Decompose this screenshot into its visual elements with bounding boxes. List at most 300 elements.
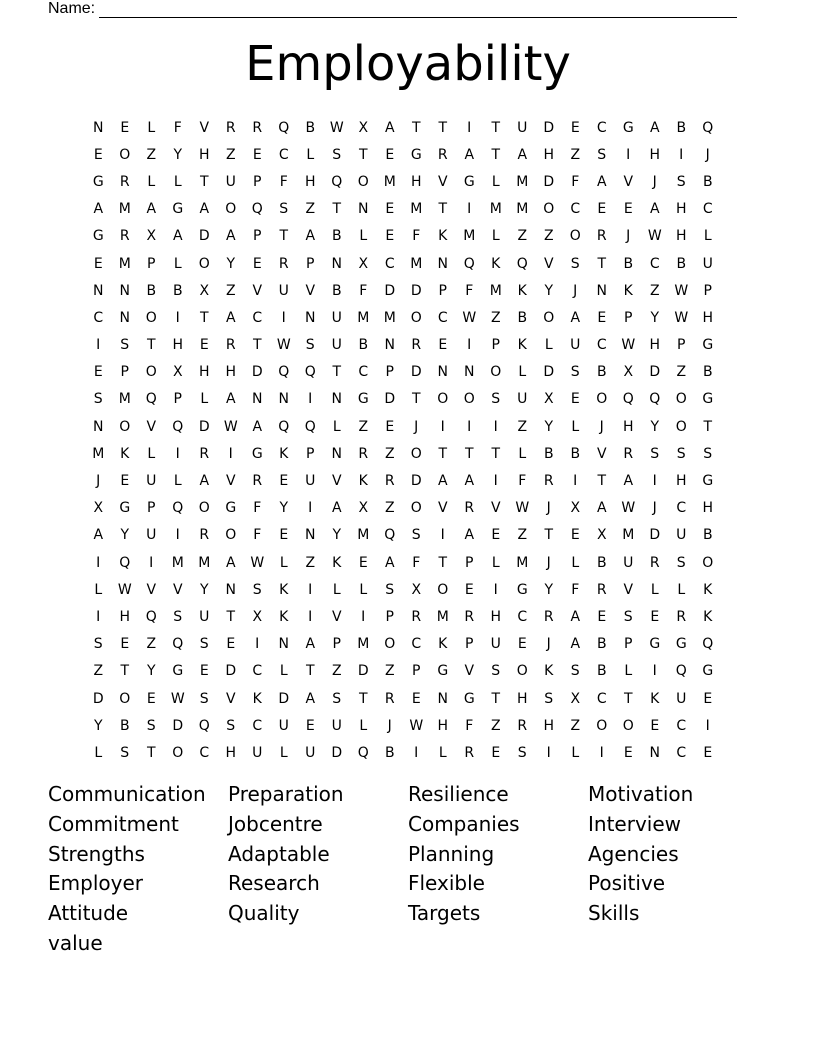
grid-letter: E — [623, 744, 633, 761]
grid-letter: M — [516, 554, 529, 571]
grid-letter: O — [172, 744, 184, 761]
grid-letter: O — [702, 554, 714, 571]
grid-letter: N — [119, 309, 130, 326]
grid-letter: O — [543, 201, 555, 218]
grid-letter: O — [410, 500, 422, 517]
grid-letter: P — [147, 255, 156, 272]
grid-letter: M — [516, 173, 529, 190]
grid-letter: A — [570, 608, 581, 625]
grid-letter: K — [279, 445, 289, 462]
grid-letter: S — [332, 690, 342, 707]
grid-letter: J — [652, 173, 657, 190]
grid-letter: O — [675, 418, 687, 435]
grid-letter: S — [703, 445, 713, 462]
grid-letter: S — [491, 391, 501, 408]
grid-letter: D — [543, 364, 555, 381]
grid-letter: I — [493, 418, 498, 435]
grid-letter: O — [119, 690, 131, 707]
grid-letter: E — [199, 337, 209, 354]
grid-letter: B — [331, 282, 342, 299]
grid-letter: Y — [544, 581, 554, 598]
grid-letter: H — [675, 228, 687, 245]
grid-row — [85, 739, 721, 766]
grid-letter: T — [146, 337, 156, 354]
grid-letter: P — [703, 282, 712, 299]
grid-letter: J — [573, 282, 578, 299]
grid-letter: W — [117, 581, 132, 598]
grid-letter: Q — [172, 418, 184, 435]
word-bank-item: Planning — [408, 841, 495, 866]
grid-letter: H — [543, 717, 555, 734]
grid-letter: S — [570, 364, 580, 381]
word-bank-item: Quality — [228, 901, 300, 926]
grid-letter: C — [411, 636, 422, 653]
grid-letter: R — [384, 690, 395, 707]
grid-letter: M — [463, 228, 476, 245]
grid-letter: W — [647, 228, 662, 245]
grid-letter: A — [199, 201, 210, 218]
grid-letter: X — [252, 608, 263, 625]
word-bank-item: Attitude — [48, 901, 129, 926]
grid-letter: Z — [358, 418, 369, 435]
grid-letter: L — [491, 554, 500, 571]
word-bank-item: Motivation — [588, 782, 694, 806]
grid-letter: C — [596, 690, 607, 707]
grid-letter: N — [437, 690, 448, 707]
grid-letter: N — [331, 391, 342, 408]
grid-letter: R — [119, 173, 130, 190]
grid-letter: C — [702, 201, 713, 218]
grid-letter: Z — [490, 309, 501, 326]
grid-letter: P — [306, 445, 315, 462]
grid-letter: C — [596, 337, 607, 354]
grid-letter: C — [358, 364, 369, 381]
grid-letter: R — [596, 581, 607, 598]
grid-letter: W — [250, 554, 265, 571]
grid-letter: C — [93, 309, 104, 326]
grid-letter: Q — [278, 364, 290, 381]
grid-letter: N — [596, 282, 607, 299]
grid-letter: I — [573, 473, 578, 490]
grid-letter: R — [517, 717, 528, 734]
grid-letter: B — [596, 554, 607, 571]
grid-letter: B — [146, 282, 157, 299]
grid-letter: Q — [384, 527, 396, 544]
grid-letter: A — [570, 636, 581, 653]
grid-letter: H — [543, 146, 555, 163]
grid-letter: U — [331, 717, 342, 734]
grid-letter: H — [516, 690, 528, 707]
grid-letter: U — [146, 473, 157, 490]
grid-letter: U — [517, 391, 528, 408]
grid-letter: P — [624, 636, 633, 653]
grid-letter: Y — [650, 309, 660, 326]
grid-letter: D — [410, 282, 422, 299]
grid-letter: J — [546, 500, 551, 517]
grid-letter: X — [570, 500, 581, 517]
grid-letter: H — [304, 173, 316, 190]
grid-letter: H — [225, 364, 237, 381]
grid-letter: M — [118, 255, 131, 272]
grid-letter: R — [384, 473, 395, 490]
grid-letter: U — [252, 744, 263, 761]
grid-letter: B — [570, 445, 581, 462]
grid-letter: S — [199, 690, 209, 707]
grid-letter: G — [702, 473, 714, 490]
grid-letter: B — [358, 337, 369, 354]
grid-letter: E — [491, 527, 501, 544]
grid-letter: S — [517, 744, 527, 761]
grid-letter: D — [278, 690, 290, 707]
grid-letter: B — [702, 527, 713, 544]
grid-letter: L — [173, 173, 182, 190]
grid-letter: B — [517, 309, 528, 326]
grid-letter: D — [649, 364, 661, 381]
grid-letter: G — [463, 690, 475, 707]
grid-letter: D — [410, 473, 422, 490]
grid-letter: G — [675, 636, 687, 653]
grid-letter: W — [276, 337, 291, 354]
grid-row — [85, 168, 721, 195]
grid-letter: I — [493, 473, 498, 490]
grid-letter: N — [225, 581, 236, 598]
grid-letter: T — [146, 744, 156, 761]
grid-letter: E — [252, 255, 262, 272]
grid-letter: I — [175, 309, 180, 326]
grid-letter: V — [596, 445, 607, 462]
grid-letter: O — [463, 391, 475, 408]
grid-letter: K — [358, 473, 368, 490]
grid-letter: K — [517, 337, 527, 354]
grid-letter: S — [623, 608, 633, 625]
grid-letter: H — [437, 717, 449, 734]
grid-letter: R — [278, 255, 289, 272]
page-title: Employability — [245, 36, 571, 92]
grid-letter: Y — [544, 418, 554, 435]
word-bank-item: Skills — [588, 901, 640, 926]
grid-letter: V — [172, 581, 183, 598]
grid-letter: G — [251, 445, 263, 462]
grid-letter: A — [199, 473, 210, 490]
grid-letter: O — [119, 418, 131, 435]
grid-letter: A — [464, 146, 475, 163]
grid-letter: V — [623, 173, 634, 190]
grid-row — [85, 467, 721, 494]
grid-letter: O — [198, 255, 210, 272]
grid-letter: T — [597, 255, 607, 272]
grid-letter: Y — [120, 527, 130, 544]
grid-letter: Q — [304, 418, 316, 435]
grid-letter: S — [226, 717, 236, 734]
grid-letter: R — [119, 228, 130, 245]
grid-letter: L — [359, 717, 368, 734]
grid-letter: A — [93, 527, 104, 544]
grid-letter: K — [650, 690, 660, 707]
grid-letter: S — [650, 445, 660, 462]
grid-letter: T — [252, 337, 262, 354]
grid-letter: A — [305, 228, 316, 245]
grid-letter: K — [544, 663, 554, 680]
grid-letter: Z — [676, 364, 687, 381]
grid-letter: G — [410, 146, 422, 163]
grid-letter: Q — [357, 744, 369, 761]
grid-letter: M — [622, 527, 635, 544]
grid-letter: E — [305, 717, 315, 734]
name-label: Name: — [48, 0, 96, 17]
grid-letter: V — [490, 500, 501, 517]
grid-letter: C — [199, 744, 210, 761]
name-field[interactable] — [48, 0, 737, 18]
grid-letter: O — [410, 445, 422, 462]
grid-letter: C — [252, 717, 263, 734]
grid-letter: I — [149, 554, 154, 571]
grid-letter: P — [332, 636, 341, 653]
grid-letter: O — [145, 364, 157, 381]
grid-letter: M — [198, 554, 211, 571]
grid-letter: B — [623, 255, 634, 272]
grid-letter: A — [305, 636, 316, 653]
word-bank-item: Research — [228, 871, 320, 896]
grid-letter: E — [120, 473, 130, 490]
grid-letter: S — [332, 146, 342, 163]
grid-letter: Z — [570, 146, 581, 163]
grid-letter: Q — [675, 663, 687, 680]
grid-letter: J — [705, 146, 710, 163]
grid-letter: A — [464, 473, 475, 490]
grid-letter: M — [383, 173, 396, 190]
grid-letter: I — [705, 717, 710, 734]
grid-letter: O — [225, 527, 237, 544]
grid-letter: V — [623, 581, 634, 598]
grid-letter: D — [198, 228, 210, 245]
grid-letter: T — [491, 119, 501, 136]
grid-letter: D — [92, 690, 104, 707]
grid-letter: C — [676, 500, 687, 517]
grid-letter: G — [92, 228, 104, 245]
grid-letter: J — [546, 554, 551, 571]
grid-letter: Q — [145, 608, 157, 625]
grid-letter: I — [626, 146, 631, 163]
grid-letter: P — [385, 364, 394, 381]
word-bank-item: Jobcentre — [228, 811, 323, 836]
grid-letter: E — [597, 201, 607, 218]
grid-letter: T — [544, 527, 554, 544]
grid-letter: E — [385, 201, 395, 218]
grid-letter: K — [279, 581, 289, 598]
grid-letter: P — [465, 554, 474, 571]
grid-letter: Q — [463, 255, 475, 272]
grid-letter: X — [358, 500, 369, 517]
grid-letter: S — [491, 663, 501, 680]
grid-letter: C — [517, 608, 528, 625]
grid-letter: R — [464, 744, 475, 761]
grid-row — [85, 522, 721, 549]
grid-letter: S — [93, 391, 103, 408]
grid-letter: U — [199, 608, 210, 625]
grid-letter: S — [120, 337, 130, 354]
grid-letter: B — [119, 717, 130, 734]
grid-letter: E — [703, 744, 713, 761]
grid-letter: N — [252, 391, 263, 408]
grid-letter: E — [517, 636, 527, 653]
grid-letter: A — [596, 173, 607, 190]
grid-letter: U — [146, 527, 157, 544]
grid-letter: R — [437, 146, 448, 163]
grid-letter: E — [93, 255, 103, 272]
grid-letter: D — [384, 282, 396, 299]
grid-letter: O — [516, 663, 528, 680]
grid-letter: D — [410, 364, 422, 381]
grid-letter: Q — [331, 173, 343, 190]
grid-letter: K — [703, 608, 713, 625]
grid-letter: E — [199, 663, 209, 680]
grid-letter: I — [493, 581, 498, 598]
word-bank-item: Positive — [588, 871, 666, 896]
grid-letter: C — [676, 744, 687, 761]
grid-letter: J — [599, 418, 604, 435]
grid-letter: J — [387, 717, 392, 734]
grid-letter: I — [255, 636, 260, 653]
grid-letter: I — [175, 527, 180, 544]
grid-letter: O — [569, 228, 581, 245]
grid-letter: L — [200, 391, 209, 408]
grid-letter: X — [146, 228, 157, 245]
grid-letter: E — [597, 608, 607, 625]
word-bank-item: Communication — [48, 782, 206, 806]
grid-letter: L — [94, 744, 103, 761]
grid-letter: K — [703, 581, 713, 598]
grid-letter: N — [305, 309, 316, 326]
grid-letter: F — [279, 173, 288, 190]
grid-letter: T — [332, 201, 342, 218]
grid-letter: E — [411, 690, 421, 707]
grid-letter: I — [96, 554, 101, 571]
grid-row — [85, 332, 721, 359]
grid-letter: E — [597, 309, 607, 326]
grid-letter: I — [308, 500, 313, 517]
grid-letter: V — [437, 500, 448, 517]
grid-letter: X — [570, 690, 581, 707]
grid-letter: E — [93, 364, 103, 381]
grid-letter: A — [384, 554, 395, 571]
grid-letter: U — [331, 337, 342, 354]
grid-letter: M — [118, 391, 131, 408]
grid-letter: L — [677, 581, 686, 598]
grid-letter: R — [543, 473, 554, 490]
grid-letter: O — [437, 391, 449, 408]
grid-letter: A — [649, 119, 660, 136]
grid-letter: E — [252, 146, 262, 163]
grid-letter: D — [331, 744, 343, 761]
grid-letter: Z — [543, 228, 554, 245]
word-bank-item: Companies — [408, 811, 520, 836]
grid-letter: C — [437, 309, 448, 326]
grid-letter: I — [228, 445, 233, 462]
grid-row — [85, 603, 721, 630]
grid-row — [85, 549, 721, 576]
grid-letter: G — [172, 201, 184, 218]
grid-letter: Q — [119, 554, 131, 571]
grid-letter: E — [279, 473, 289, 490]
grid-letter: Z — [384, 663, 395, 680]
grid-letter: O — [225, 201, 237, 218]
grid-letter: H — [490, 608, 502, 625]
grid-letter: P — [438, 282, 447, 299]
grid-letter: T — [438, 445, 448, 462]
grid-letter: B — [702, 173, 713, 190]
grid-letter: M — [357, 527, 370, 544]
grid-letter: C — [676, 717, 687, 734]
grid-letter: C — [649, 255, 660, 272]
grid-letter: V — [146, 418, 157, 435]
grid-letter: F — [571, 581, 580, 598]
grid-letter: V — [331, 473, 342, 490]
grid-letter: A — [437, 473, 448, 490]
grid-letter: Y — [173, 146, 183, 163]
grid-letter: I — [361, 608, 366, 625]
grid-row — [85, 658, 721, 685]
grid-letter: F — [253, 500, 262, 517]
grid-letter: N — [384, 337, 395, 354]
grid-letter: D — [543, 173, 555, 190]
grid-letter: Y — [332, 527, 342, 544]
grid-row — [85, 712, 721, 739]
grid-letter: L — [571, 418, 580, 435]
grid-letter: P — [120, 364, 129, 381]
grid-letter: L — [650, 581, 659, 598]
grid-letter: I — [308, 391, 313, 408]
grid-letter: L — [332, 581, 341, 598]
grid-letter: Q — [516, 255, 528, 272]
grid-letter: L — [359, 581, 368, 598]
grid-letter: E — [650, 608, 660, 625]
grid-letter: T — [305, 663, 315, 680]
grid-letter: I — [679, 146, 684, 163]
grid-letter: I — [440, 527, 445, 544]
grid-letter: R — [411, 337, 422, 354]
grid-letter: V — [305, 282, 316, 299]
grid-letter: U — [305, 744, 316, 761]
grid-letter: F — [173, 119, 182, 136]
grid-letter: Z — [146, 146, 157, 163]
grid-letter: C — [278, 146, 289, 163]
grid-letter: T — [464, 445, 474, 462]
grid-letter: U — [570, 337, 581, 354]
grid-letter: Q — [172, 636, 184, 653]
grid-letter: B — [676, 255, 687, 272]
grid-letter: X — [543, 391, 554, 408]
grid-letter: U — [623, 554, 634, 571]
grid-row — [85, 223, 721, 250]
grid-letter: H — [702, 500, 714, 517]
grid-letter: J — [96, 473, 101, 490]
grid-letter: T — [597, 473, 607, 490]
grid-letter: M — [436, 608, 449, 625]
grid-letter: A — [623, 473, 634, 490]
grid-letter: H — [198, 364, 210, 381]
grid-letter: V — [225, 690, 236, 707]
grid-letter: I — [546, 744, 551, 761]
grid-letter: V — [437, 173, 448, 190]
grid-letter: A — [146, 201, 157, 218]
grid-letter: G — [702, 663, 714, 680]
grid-letter: F — [518, 473, 527, 490]
grid-letter: P — [491, 337, 500, 354]
grid-letter: Y — [279, 500, 289, 517]
name-underline[interactable] — [99, 2, 737, 18]
grid-letter: X — [623, 364, 634, 381]
grid-letter: I — [467, 418, 472, 435]
